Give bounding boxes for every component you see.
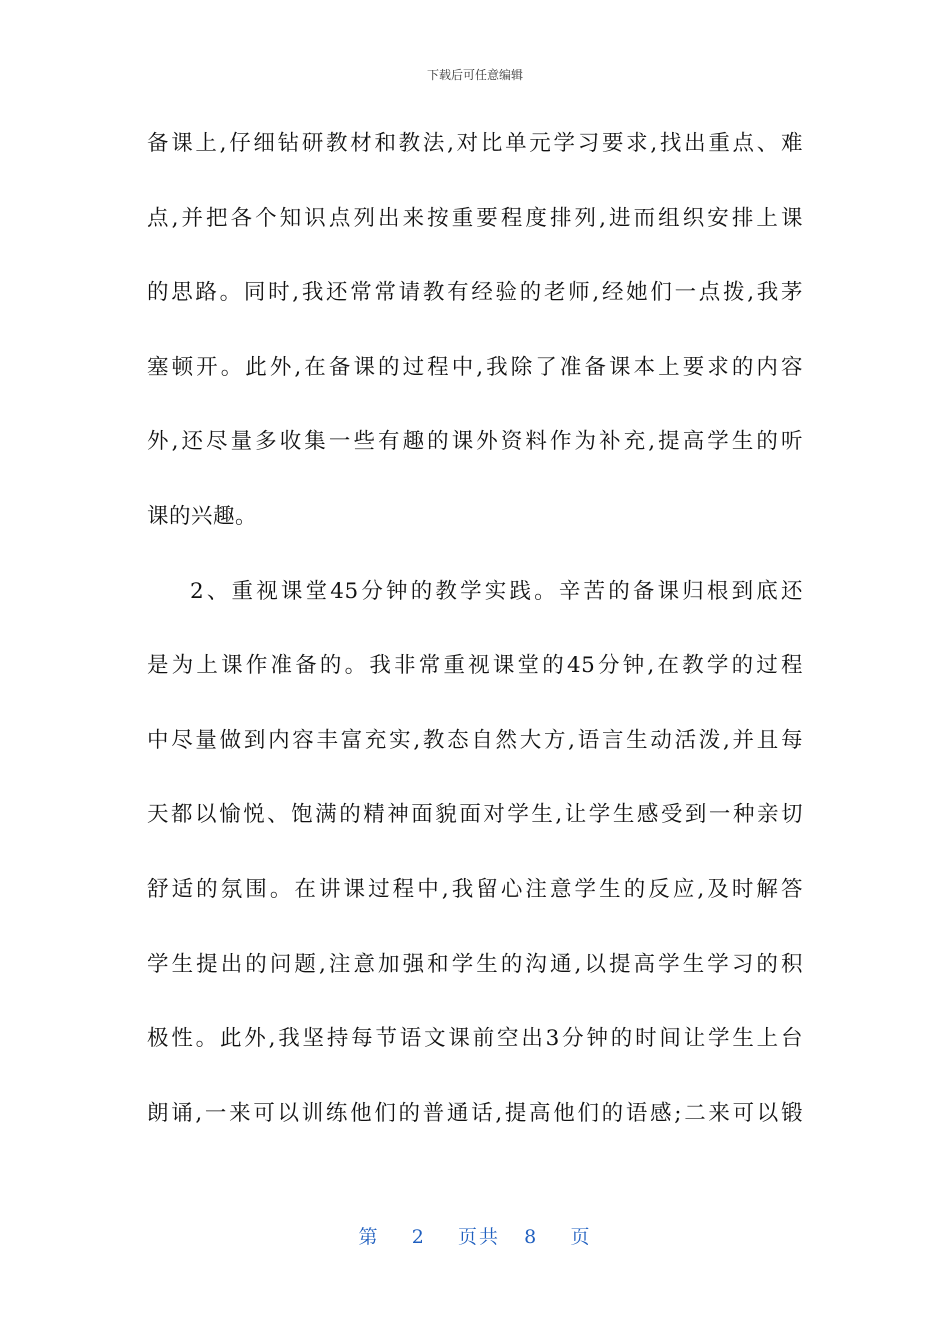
text-line: 塞顿开。此外,在备课的过程中,我除了准备课本上要求的内容	[147, 354, 803, 380]
page-footer	[0, 1222, 950, 1249]
text-line: 中尽量做到内容丰富充实,教态自然大方,语言生动活泼,并且每	[147, 727, 803, 753]
paragraph-2	[147, 566, 803, 1163]
text-line: 课的兴趣。	[147, 503, 258, 529]
document-body	[147, 118, 803, 1162]
text-line: 外,还尽量多收集一些有趣的课外资料作为补充,提高学生的听	[147, 429, 803, 455]
text-line: 天都以愉悦、饱满的精神面貌面对学生,让学生感受到一种亲切	[147, 802, 803, 828]
footer-middle: 页共	[458, 1226, 501, 1248]
text-line: 点,并把各个知识点列出来按重要程度排列,进而组织安排上课	[147, 205, 803, 231]
text-line: 是为上课作准备的。我非常重视课堂的45分钟,在教学的过程	[147, 653, 803, 679]
page-header	[0, 66, 950, 83]
total-pages-number: 8	[524, 1226, 539, 1248]
footer-suffix: 页	[570, 1226, 592, 1248]
footer-prefix: 第	[358, 1226, 380, 1248]
header-text: 下载后可任意编辑	[426, 68, 523, 82]
text-line: 舒适的氛围。在讲课过程中,我留心注意学生的反应,及时解答	[147, 876, 803, 902]
text-line: 极性。此外,我坚持每节语文课前空出3分钟的时间让学生上台	[147, 1026, 803, 1052]
text-line: 备课上,仔细钻研教材和教法,对比单元学习要求,找出重点、难	[147, 131, 803, 156]
text-line: 2、重视课堂45分钟的教学实践。辛苦的备课归根到底还	[190, 578, 803, 604]
text-line: 学生提出的问题,注意加强和学生的沟通,以提高学生学习的积	[147, 951, 803, 977]
current-page-number: 2	[411, 1226, 426, 1248]
paragraph-1	[147, 118, 803, 566]
text-line: 朗诵,一来可以训练他们的普通话,提高他们的语感;二来可以锻	[147, 1100, 803, 1126]
text-line: 的思路。同时,我还常常请教有经验的老师,经她们一点拨,我茅	[147, 280, 803, 306]
